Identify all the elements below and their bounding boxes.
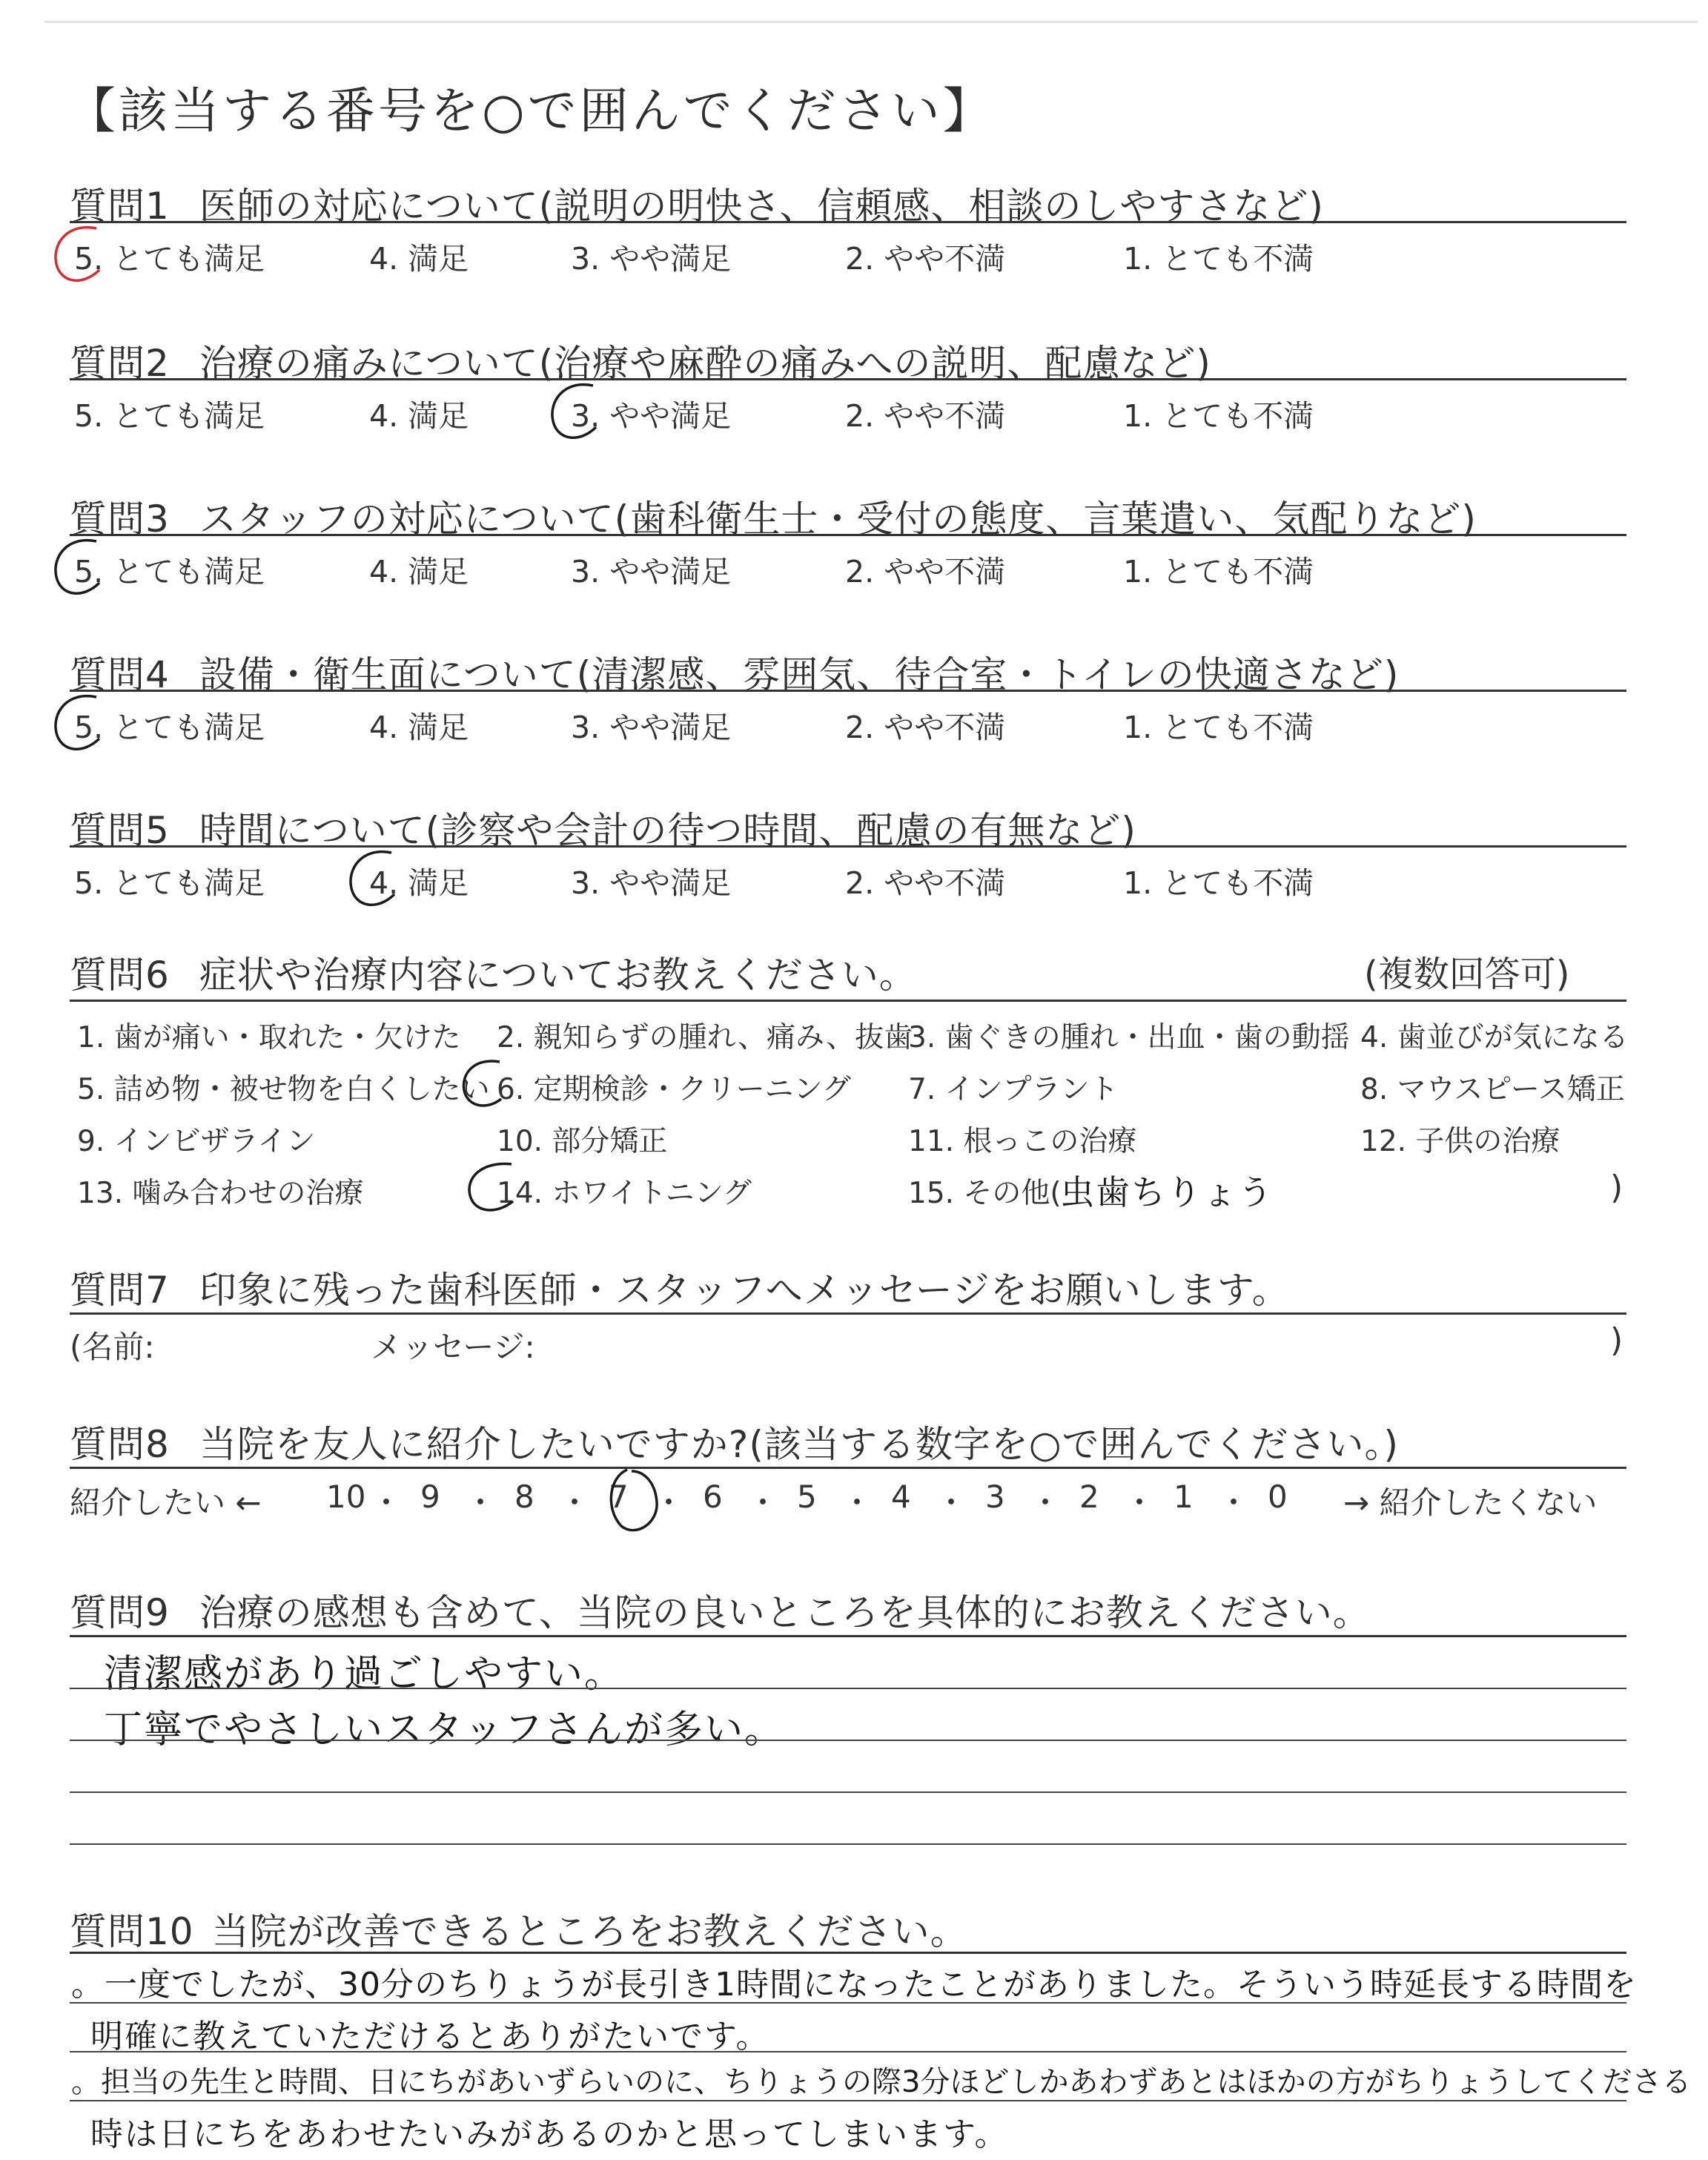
q8-underline — [70, 1467, 1626, 1469]
q2-option-1[interactable]: 1. とても不満 — [1123, 398, 1314, 434]
q5-option-3[interactable]: 3. やや満足 — [571, 865, 732, 901]
q1-option-1[interactable]: 1. とても不満 — [1123, 241, 1314, 277]
q6-item-7[interactable]: 7. インプラント — [908, 1073, 1119, 1106]
q4-number: 質問4 — [70, 653, 170, 696]
q2-text: 治療の痛みについて(治療や麻酔の痛みへの説明、配慮など) — [199, 342, 1211, 385]
q8-scale-dot: ・ — [653, 1484, 685, 1521]
q1-option-3[interactable]: 3. やや満足 — [571, 241, 732, 277]
q8-scale-dot: ・ — [465, 1484, 497, 1521]
q8-scale-value-4[interactable]: 4 — [891, 1479, 911, 1515]
q4-underline — [70, 690, 1626, 692]
q8-text: 当院を友人に紹介したいですか?(該当する数字を○で囲んでください。) — [199, 1423, 1399, 1466]
q5-option-1[interactable]: 1. とても不満 — [1123, 865, 1314, 901]
instruction-heading: 【該当する番号を○で囲んでください】 — [67, 82, 995, 139]
q3-underline — [70, 534, 1626, 536]
q6-item-5[interactable]: 5. 詰め物・被せ物を白くしたい — [77, 1073, 490, 1106]
q6-item-11[interactable]: 11. 根っこの治療 — [908, 1125, 1137, 1158]
q3-option-4[interactable]: 4. 満足 — [369, 554, 469, 589]
q9-answer-line-4 — [70, 1843, 1626, 1845]
q1-number: 質問1 — [70, 185, 170, 228]
q7-text: 印象に残った歯科医師・スタッフへメッセージをお願いします。 — [199, 1269, 1290, 1312]
q6-item-1[interactable]: 1. 歯が痛い・取れた・欠けた — [77, 1021, 461, 1054]
q10-underline — [70, 1952, 1626, 1954]
q8-scale-value-3[interactable]: 3 — [985, 1479, 1005, 1515]
q6-item-3[interactable]: 3. 歯ぐきの腫れ・出血・歯の動揺 — [908, 1021, 1350, 1054]
q8-scale-dot: ・ — [1030, 1484, 1062, 1521]
q10-title — [70, 1902, 968, 1955]
q9-answer-2: 丁寧でやさしいスタッフさんが多い。 — [104, 1708, 785, 1752]
q2-underline — [70, 378, 1626, 380]
q7-message-label: メッセージ: — [371, 1329, 535, 1365]
q3-option-1[interactable]: 1. とても不満 — [1123, 554, 1314, 589]
q5-text: 時間について(診察や会計の待つ時間、配慮の有無など) — [199, 809, 1136, 852]
q7-title — [70, 1261, 1290, 1314]
q7-number: 質問7 — [70, 1269, 170, 1312]
q10-answer-line-3 — [70, 2100, 1626, 2101]
q5-underline — [70, 845, 1626, 848]
q8-scale-value-10[interactable]: 10 — [326, 1479, 366, 1515]
q4-option-3[interactable]: 3. やや満足 — [571, 710, 732, 745]
q6-item-8[interactable]: 8. マウスピース矯正 — [1360, 1073, 1625, 1106]
q6-text: 症状や治療内容についてお教えください。 — [199, 954, 917, 997]
q6-item-14[interactable]: 14. ホワイトニング — [497, 1177, 752, 1210]
q6-other-close-paren: ) — [1610, 1169, 1623, 1206]
q8-scale-dot: ・ — [936, 1484, 967, 1521]
q8-scale-value-9[interactable]: 9 — [420, 1479, 440, 1515]
q4-option-1[interactable]: 1. とても不満 — [1123, 710, 1314, 745]
q8-scale-value-0[interactable]: 0 — [1268, 1479, 1288, 1515]
q8-scale-value-5[interactable]: 5 — [797, 1479, 817, 1515]
q8-scale-dot: ・ — [371, 1484, 403, 1521]
q1-underline — [70, 221, 1626, 223]
q8-title — [70, 1415, 1399, 1468]
q10-answer-3: 。担当の先生と時間、日にちがあいずらいのに、ちりょうの際3分ほどしかあわずあとはほかの方がちりょうしてくださる — [71, 2065, 1692, 2099]
q10-answer-line-1 — [70, 2002, 1626, 2004]
q1-option-4[interactable]: 4. 満足 — [369, 241, 469, 277]
q3-option-3[interactable]: 3. やや満足 — [571, 554, 732, 589]
q6-other-answer: 虫歯ちりょう — [1060, 1172, 1274, 1212]
q2-option-3[interactable]: 3. やや満足 — [571, 398, 732, 434]
q9-title — [70, 1583, 1371, 1636]
q3-option-5[interactable]: 5. とても満足 — [74, 554, 265, 589]
q6-item-15[interactable]: 15. その他( — [908, 1177, 1062, 1210]
q6-multi-answer-note: (複数回答可) — [1364, 954, 1570, 995]
q4-option-4[interactable]: 4. 満足 — [369, 710, 469, 745]
q8-scale-dot: ・ — [1124, 1484, 1156, 1521]
q2-number: 質問2 — [70, 342, 170, 385]
q10-text: 当院が改善できるところをお教えください。 — [211, 1910, 968, 1953]
q7-name-label: (名前: — [70, 1329, 155, 1365]
q8-scale-value-7[interactable]: 7 — [609, 1479, 629, 1515]
q2-option-5[interactable]: 5. とても満足 — [74, 398, 265, 434]
q9-number: 質問9 — [70, 1591, 170, 1634]
q6-underline — [70, 1000, 1626, 1002]
q6-item-4[interactable]: 4. 歯並びが気になる — [1360, 1021, 1629, 1054]
q9-answer-line-1 — [70, 1688, 1626, 1689]
q3-number: 質問3 — [70, 498, 170, 541]
q10-answer-line-2 — [70, 2051, 1626, 2052]
q2-option-2[interactable]: 2. やや不満 — [845, 398, 1006, 434]
q6-item-9[interactable]: 9. インビザライン — [77, 1125, 316, 1158]
q6-item-10[interactable]: 10. 部分矯正 — [497, 1125, 668, 1158]
q9-text: 治療の感想も含めて、当院の良いところを具体的にお教えください。 — [199, 1591, 1371, 1634]
q9-answer-1: 清潔感があり過ごしやすい。 — [104, 1652, 625, 1697]
q5-number: 質問5 — [70, 809, 170, 852]
q5-option-2[interactable]: 2. やや不満 — [845, 865, 1006, 901]
q7-underline — [70, 1312, 1626, 1315]
q5-option-4[interactable]: 4. 満足 — [369, 865, 469, 901]
q10-answer-1: 。一度でしたが、30分のちりょうが長引き1時間になったことがありました。そういう時延長する時間を — [71, 1966, 1637, 2004]
q3-text: スタッフの対応について(歯科衛生士・受付の態度、言葉遣い、気配りなど) — [199, 498, 1477, 541]
q8-scale-value-8[interactable]: 8 — [514, 1479, 534, 1515]
q1-option-5[interactable]: 5. とても満足 — [74, 241, 265, 277]
q8-scale-value-2[interactable]: 2 — [1079, 1479, 1099, 1515]
q1-option-2[interactable]: 2. やや不満 — [845, 241, 1006, 277]
q9-answer-line-2 — [70, 1740, 1626, 1741]
q8-right-label: → 紹介したくない — [1343, 1484, 1598, 1521]
q6-title — [70, 945, 917, 999]
q6-item-12[interactable]: 12. 子供の治療 — [1360, 1125, 1560, 1158]
q6-number: 質問6 — [70, 954, 170, 997]
page-top-edge — [44, 21, 1698, 23]
q4-text: 設備・衛生面について(清潔感、雰囲気、待合室・トイレの快適さなど) — [199, 653, 1400, 696]
q8-scale-dot: ・ — [1218, 1484, 1250, 1521]
q10-answer-2: 明確に教えていただけるとありがたいです。 — [90, 2018, 770, 2055]
q9-underline — [70, 1635, 1626, 1637]
q8-number: 質問8 — [70, 1423, 170, 1466]
q10-answer-4: 時は日にちをあわせたいみがあるのかと思ってしまいます。 — [90, 2116, 1009, 2153]
q8-scale-value-1[interactable]: 1 — [1174, 1479, 1194, 1515]
q8-scale-dot: ・ — [559, 1484, 591, 1521]
q6-item-6[interactable]: 6. 定期検診・クリーニング — [497, 1073, 851, 1106]
q8-scale-value-6[interactable]: 6 — [703, 1479, 723, 1515]
q4-option-2[interactable]: 2. やや不満 — [845, 710, 1006, 745]
q5-option-5[interactable]: 5. とても満足 — [74, 865, 265, 901]
q2-option-4[interactable]: 4. 満足 — [369, 398, 469, 434]
q8-scale-dot: ・ — [841, 1484, 873, 1521]
q8-left-label: 紹介したい ← — [70, 1484, 262, 1521]
q6-item-2[interactable]: 2. 親知らずの腫れ、痛み、抜歯 — [497, 1021, 913, 1054]
q6-item-13[interactable]: 13. 噛み合わせの治療 — [77, 1177, 364, 1210]
q7-close-paren: ) — [1610, 1321, 1623, 1359]
q3-option-2[interactable]: 2. やや不満 — [845, 554, 1006, 589]
q10-number: 質問10 — [70, 1910, 194, 1953]
q8-scale-dot: ・ — [747, 1484, 779, 1521]
q4-option-5[interactable]: 5. とても満足 — [74, 710, 265, 745]
q9-answer-line-3 — [70, 1791, 1626, 1793]
q1-text: 医師の対応について(説明の明快さ、信頼感、相談のしやすさなど) — [199, 185, 1324, 228]
